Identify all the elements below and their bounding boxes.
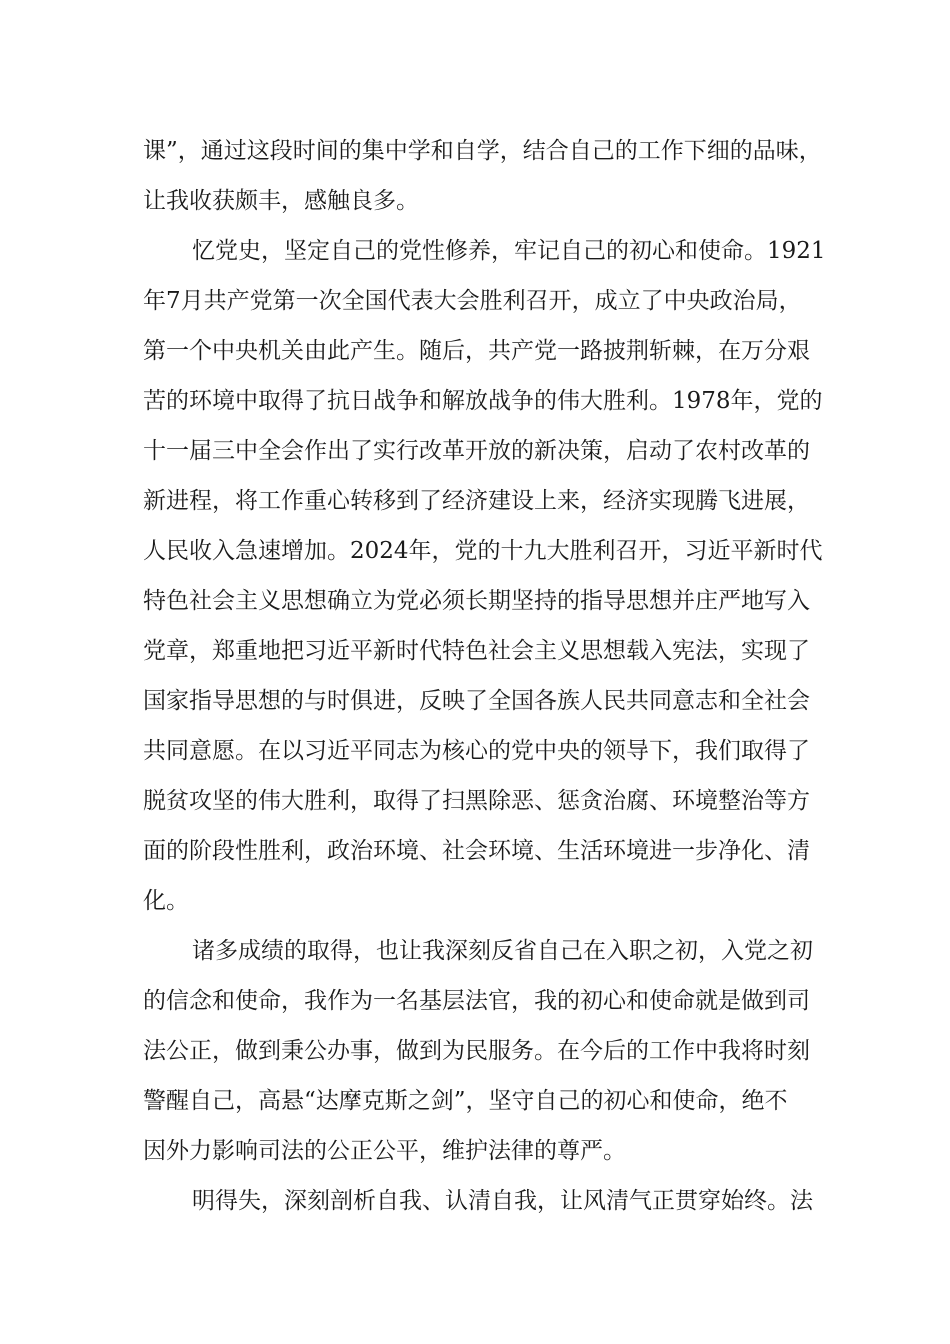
text-line: 化。	[143, 888, 189, 914]
text-line: 年7月共产党第一次全国代表大会胜利召开，成立了中央政治局，	[143, 288, 802, 314]
text-line: 国家指导思想的与时俱进，反映了全国各族人民共同意志和全社会	[143, 688, 810, 714]
text-line: 警醒自己，高悬“达摩克斯之剑”，坚守自己的初心和使命，绝不	[143, 1088, 788, 1114]
text-line: 十一届三中全会作出了实行改革开放的新决策，启动了农村改革的	[143, 438, 810, 464]
text-line: 的信念和使命，我作为一名基层法官，我的初心和使命就是做到司	[143, 988, 810, 1014]
text-line: 苦的环境中取得了抗日战争和解放战争的伟大胜利。1978年，党的	[143, 388, 823, 414]
text-line: 新进程，将工作重心转移到了经济建设上来，经济实现腾飞进展，	[143, 488, 810, 514]
text-line: 脱贫攻坚的伟大胜利，取得了扫黑除恶、惩贪治腐、环境整治等方	[143, 788, 810, 814]
text-line: 因外力影响司法的公正公平，维护法律的尊严。	[143, 1138, 626, 1164]
text-line: 法公正，做到秉公办事，做到为民服务。在今后的工作中我将时刻	[143, 1038, 810, 1064]
paragraph-start-line: 忆党史，坚定自己的党性修养，牢记自己的初心和使命。1921	[192, 238, 826, 264]
text-line: 共同意愿。在以习近平同志为核心的党中央的领导下，我们取得了	[143, 738, 810, 764]
text-line: 党章，郑重地把习近平新时代特色社会主义思想载入宪法，实现了	[143, 638, 810, 664]
paragraph-start-line: 诸多成绩的取得，也让我深刻反省自己在入职之初，入党之初	[192, 938, 813, 964]
text-line: 特色社会主义思想确立为党必须长期坚持的指导思想并庄严地写入	[143, 588, 810, 614]
paragraph-start-line: 明得失，深刻剖析自我、认清自我，让风清气正贯穿始终。法	[192, 1188, 813, 1214]
text-line: 人民收入急速增加。2024年，党的十九大胜利召开，习近平新时代	[143, 538, 823, 564]
text-line: 课”，通过这段时间的集中学和自学，结合自己的工作下细的品味，	[143, 138, 822, 164]
text-line: 让我收获颇丰，感触良多。	[143, 188, 419, 214]
text-line: 第一个中央机关由此产生。随后，共产党一路披荆斩棘，在万分艰	[143, 338, 810, 364]
text-line: 面的阶段性胜利，政治环境、社会环境、生活环境进一步净化、清	[143, 838, 810, 864]
